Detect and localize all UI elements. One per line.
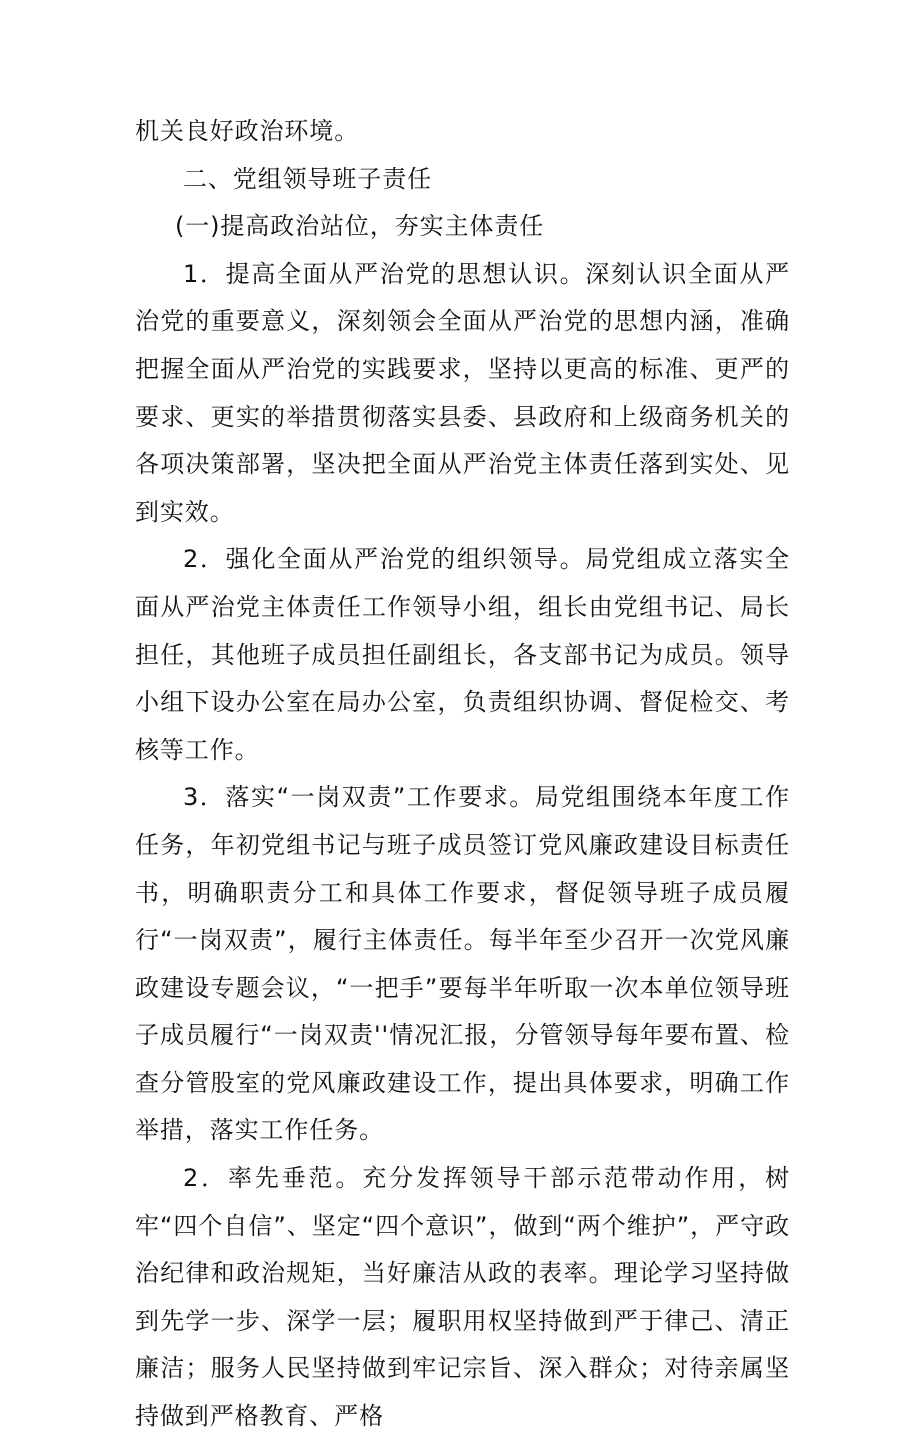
body-paragraph: 2．强化全面从严治党的组织领导。局党组成立落实全面从严治党主体责任工作领导小组，组长由党组书记、局长担任，其他班子成员担任副组长，各支部书记为成员。领导小组下设办公室在局办公室，负责组织协调、督促检交、考核等工作。 (135, 545, 790, 764)
section-heading: 二、党组领导班子责任 (183, 164, 432, 193)
document-body (135, 108, 790, 1441)
body-paragraph: 2．率先垂范。充分发挥领导干部示范带动作用，树牢“四个自信”、坚定“四个意识”，做到“两个维护”，严守政治纪律和政治规矩，当好廉洁从政的表率。理论学习坚持做到先学一步、深学一层；履职用权坚持做到严于律己、清正廉洁；服务人民坚持做到牢记宗旨、深入群众；对待亲属坚持做到严格教育、严格 (135, 1164, 790, 1431)
subsection-heading: (一)提高政治站位，夯实主体责任 (175, 212, 545, 241)
body-paragraph: 3．落实“一岗双责”工作要求。局党组围绕本年度工作任务，年初党组书记与班子成员签订党风廉政建设目标责任书，明确职责分工和具体工作要求，督促领导班子成员履行“一岗双责”，履行主体责任。每半年至少召开一次党风廉政建设专题会议，“一把手”要每半年听取一次本单位领导班子成员履行“一岗双责''情况汇报，分管领导每年要布置、检查分管股室的党风廉政建设工作，提出具体要求，明确工作举措，落实工作任务。 (135, 783, 790, 1145)
body-paragraph: 1．提高全面从严治党的思想认识。深刻认识全面从严治党的重要意义，深刻领会全面从严治党的思想内涵，准确把握全面从严治党的实践要求，坚持以更高的标准、更严的要求、更实的举措贯彻落实县委、县政府和上级商务机关的各项决策部署，坚决把全面从严治党主体责任落到实处、见到实效。 (135, 259, 790, 526)
paragraph-continuation: 机关良好政治环境。 (135, 117, 360, 145)
